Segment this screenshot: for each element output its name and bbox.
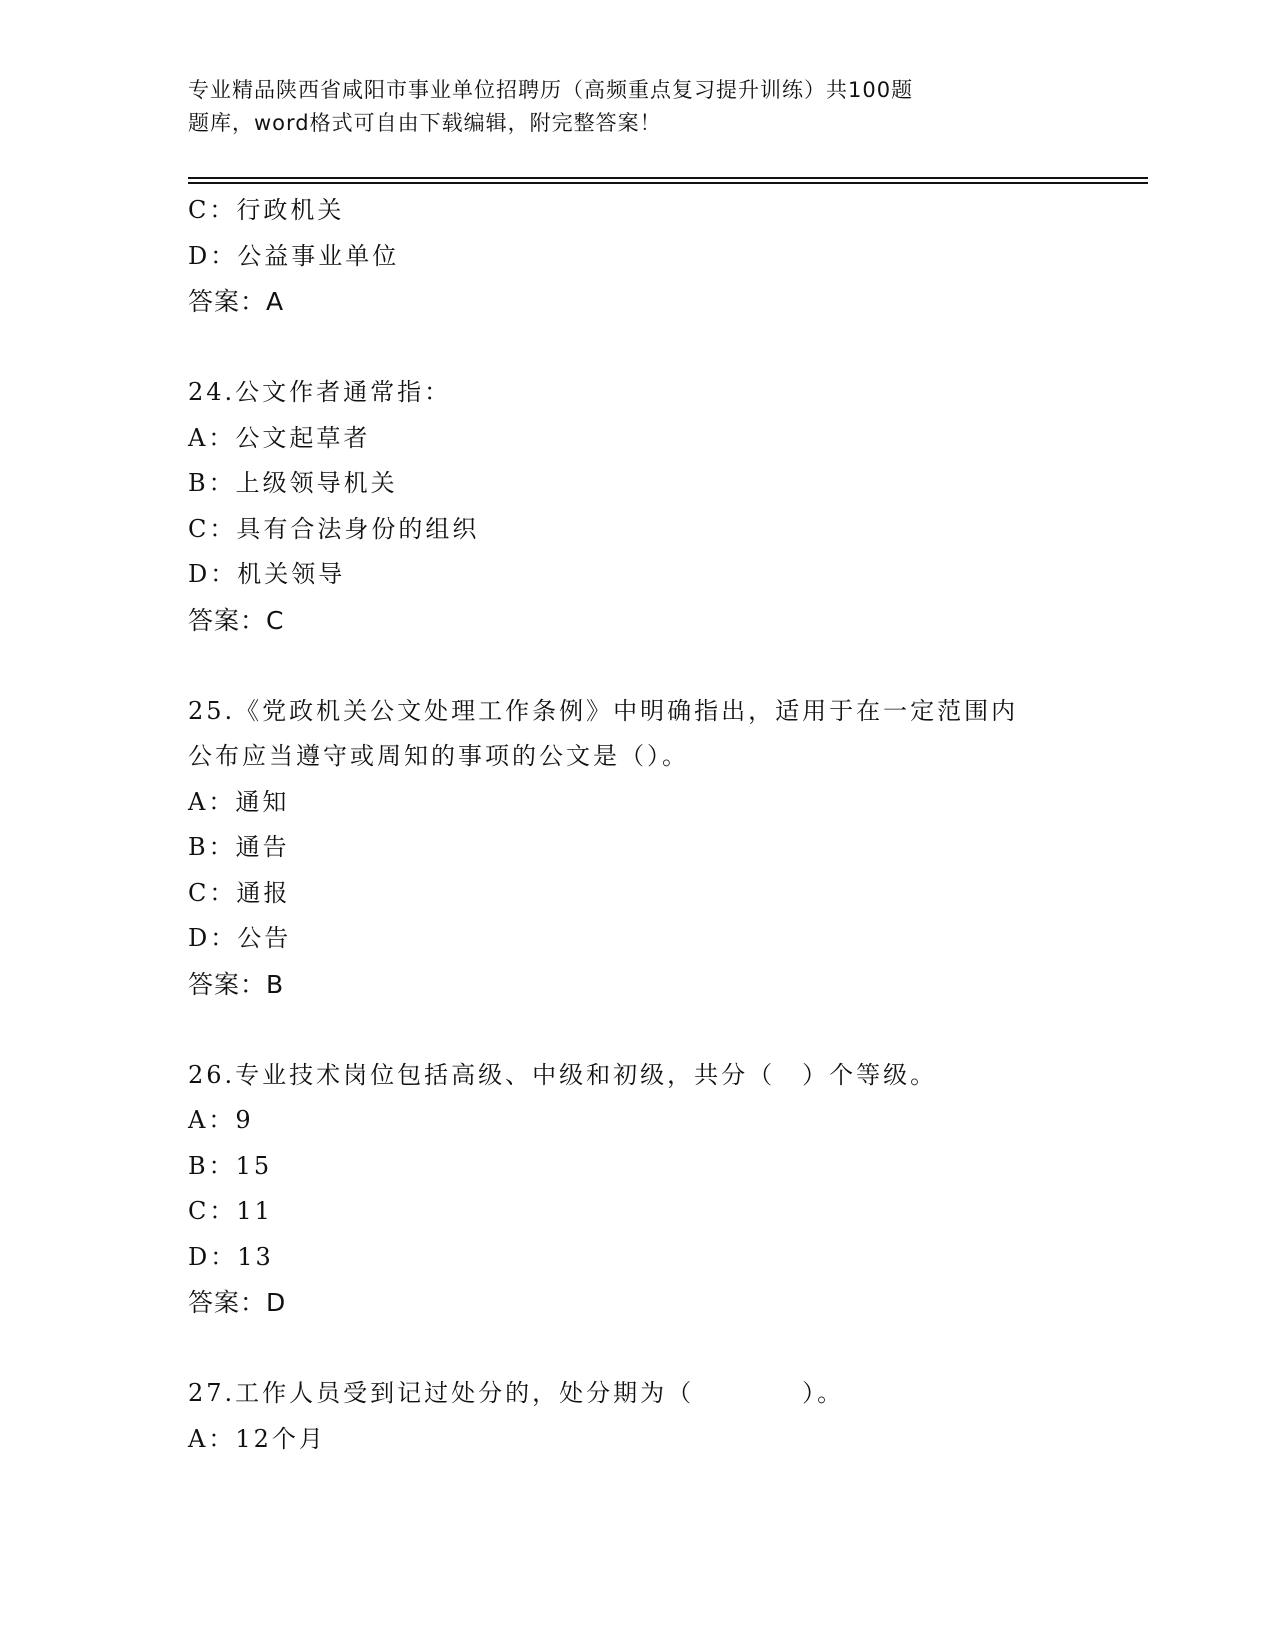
question-stem: 27.工作人员受到记过处分的，处分期为（ ）。 xyxy=(188,1379,845,1407)
option-a: A：9 xyxy=(188,1106,254,1134)
question-stem: 25.《党政机关公文处理工作条例》中明确指出，适用于在一定范围内 xyxy=(188,696,1019,725)
option-c: C：通报 xyxy=(188,878,291,907)
question-stem: 26.专业技术岗位包括高级、中级和初级，共分（ ）个等级。 xyxy=(188,1060,938,1089)
spacer xyxy=(188,1326,1088,1372)
option-d: D：公益事业单位 xyxy=(188,241,400,270)
header-line-2: 题库，word格式可自由下载编辑，附完整答案！ xyxy=(188,111,662,135)
option-a: A：公文起草者 xyxy=(188,423,371,452)
question-27 xyxy=(188,1371,1088,1462)
header-rule-bottom xyxy=(188,182,1148,184)
question-26 xyxy=(188,1053,1088,1326)
option-d: D：13 xyxy=(188,1242,274,1271)
answer: 答案：A xyxy=(188,287,285,316)
header-rule-top xyxy=(188,177,1148,179)
option-b: B：上级领导机关 xyxy=(188,469,398,497)
option-c: C：11 xyxy=(188,1197,273,1225)
answer: 答案：B xyxy=(188,969,285,999)
question-stem-continued: 公布应当遵守或周知的事项的公文是（）。 xyxy=(188,742,689,770)
question-24 xyxy=(188,370,1088,643)
option-c: C：行政机关 xyxy=(188,196,345,224)
spacer xyxy=(188,643,1088,689)
question-list xyxy=(188,188,1088,1462)
spacer xyxy=(188,325,1088,371)
header-line-1: 专业精品陕西省咸阳市事业单位招聘历（高频重点复习提升训练）共100题 xyxy=(188,78,914,102)
option-d: D：机关领导 xyxy=(188,560,346,588)
option-a: A：12个月 xyxy=(188,1424,326,1453)
option-a: A：通知 xyxy=(188,787,290,816)
question-stem: 24.公文作者通常指： xyxy=(188,378,452,406)
question-fragment xyxy=(188,188,1088,325)
option-c: C：具有合法身份的组织 xyxy=(188,514,480,543)
answer: 答案：D xyxy=(188,1288,287,1317)
option-b: B：15 xyxy=(188,1151,273,1180)
document-header xyxy=(188,74,1088,140)
option-b: B：通告 xyxy=(188,833,290,861)
spacer xyxy=(188,1007,1088,1053)
option-d: D：公告 xyxy=(188,924,292,952)
question-25 xyxy=(188,689,1088,1008)
answer: 答案：C xyxy=(188,605,285,635)
